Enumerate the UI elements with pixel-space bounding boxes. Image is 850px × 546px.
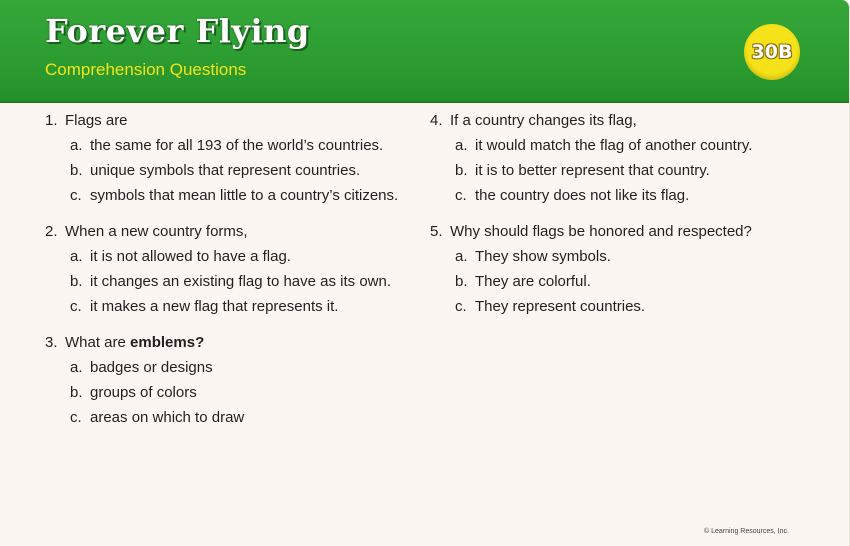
answer-option [430,272,830,297]
option-text: the country does not like its flag. [475,187,690,204]
option-letter: b. [455,273,468,290]
question-text: When a new country forms, [65,223,248,240]
answer-option [45,297,415,322]
option-text: it would match the flag of another country. [475,137,753,154]
option-text: groups of colors [90,384,197,401]
answer-option [430,161,830,186]
answer-option [45,186,415,211]
card-title: Forever Flying [45,12,310,50]
answer-option [45,161,415,186]
option-text: it is to better represent that country. [475,162,710,179]
option-letter: c. [70,187,82,204]
option-letter: c. [70,409,82,426]
card-number-badge [744,24,800,80]
option-letter: a. [70,248,83,265]
option-letter: a. [455,248,468,265]
question-4 [430,111,830,211]
card-header [0,0,850,103]
option-letter: b. [70,384,83,401]
card-number-label: 30B [751,41,793,63]
answer-option [45,383,415,408]
answer-option [45,358,415,383]
answer-option [430,136,830,161]
copyright-notice: © Learning Resources, Inc. [704,528,789,535]
option-text: They represent countries. [475,298,646,315]
option-letter: a. [70,359,83,376]
question-keyword: emblems? [130,334,205,351]
question-number: 2. [45,223,58,240]
option-text: the same for all 193 of the world’s countries. [90,137,384,154]
option-text: areas on which to draw [90,409,245,426]
question-stem [430,111,830,136]
question-number: 1. [45,112,58,129]
right-column [430,111,830,333]
answer-option [430,297,830,322]
question-stem [430,222,830,247]
option-letter: b. [70,162,83,179]
option-text: symbols that mean little to a country’s citizens. [90,187,399,204]
option-letter: c. [70,298,82,315]
question-number: 3. [45,334,58,351]
question-1 [45,111,415,211]
question-number: 4. [430,112,443,129]
answer-option [45,408,415,433]
answer-option [45,136,415,161]
question-text: Why should flags be honored and respected? [450,223,752,240]
option-letter: b. [455,162,468,179]
question-stem [45,333,415,358]
option-letter: a. [455,137,468,154]
question-stem [45,111,415,136]
option-letter: c. [455,187,467,204]
option-text: it is not allowed to have a flag. [90,248,291,265]
left-column [45,111,415,444]
question-5 [430,222,830,322]
option-letter: a. [70,137,83,154]
card-subtitle: Comprehension Questions [45,60,247,79]
question-text: Flags are [65,112,128,129]
option-letter: c. [455,298,467,315]
answer-option [45,272,415,297]
question-2 [45,222,415,322]
question-number: 5. [430,223,443,240]
answer-option [45,247,415,272]
question-text: If a country changes its flag, [450,112,637,129]
option-text: it makes a new flag that represents it. [90,298,339,315]
question-stem [45,222,415,247]
option-text: They are colorful. [475,273,591,290]
question-text: What are [65,334,131,351]
option-text: it changes an existing flag to have as its own. [90,273,392,290]
option-text: badges or designs [90,359,213,376]
option-text: unique symbols that represent countries. [90,162,361,179]
answer-option [430,247,830,272]
option-letter: b. [70,273,83,290]
option-text: They show symbols. [475,248,611,265]
answer-option [430,186,830,211]
question-3 [45,333,415,433]
